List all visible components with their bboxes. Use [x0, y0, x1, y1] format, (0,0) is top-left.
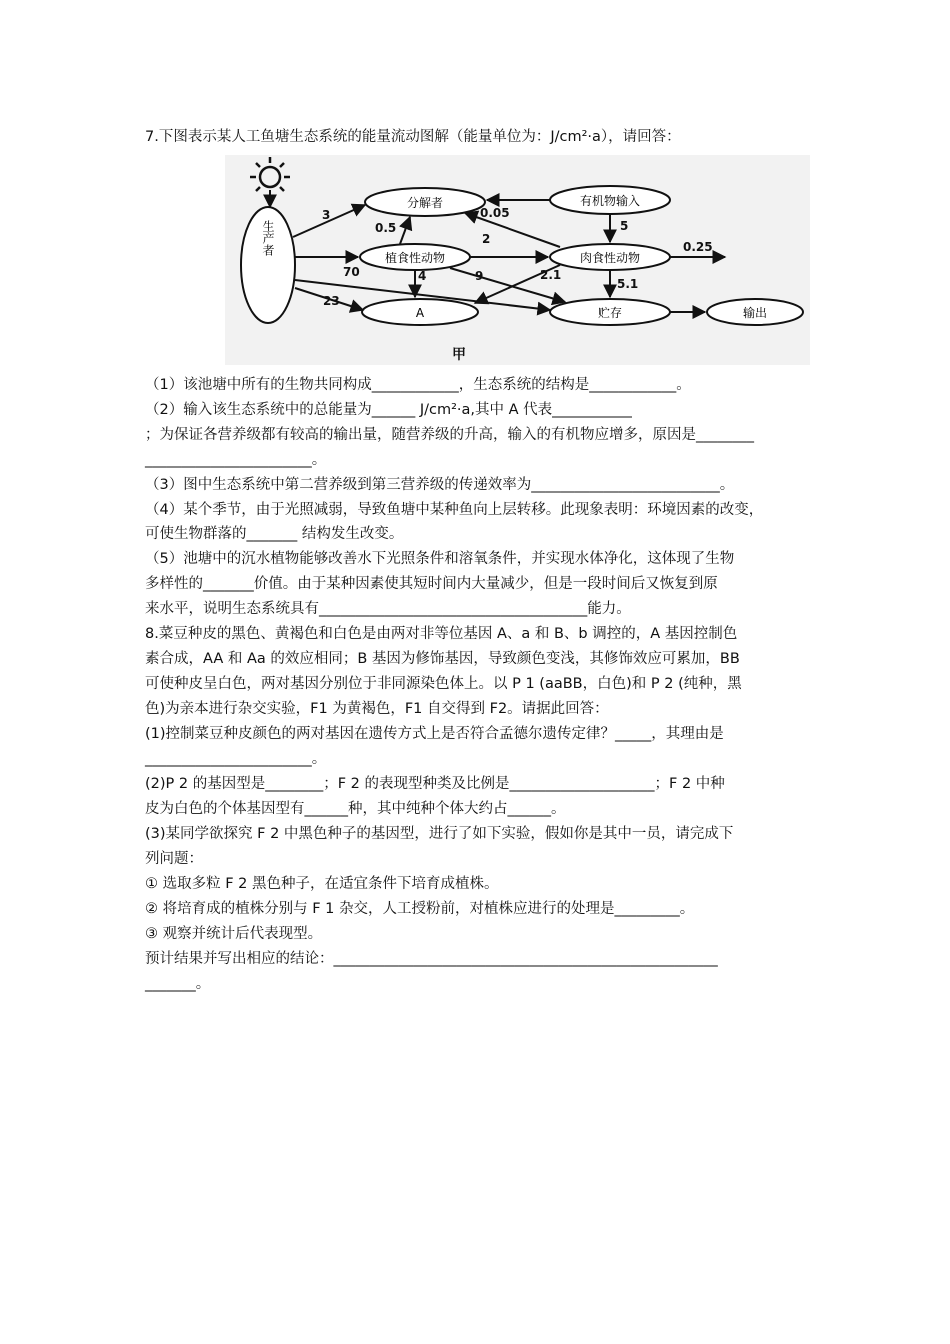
output-label: 输出 — [742, 306, 768, 320]
q8-line: ② 将培育成的植株分别与 F 1 杂交，人工授粉前，对植株应进行的处理是_________。 — [145, 901, 695, 917]
q8-line: 8.菜豆种皮的黑色、黄褐色和白色是由两对非等位基因 A、a 和 B、b 调控的，A 基因控制色 — [145, 626, 738, 642]
diagram-caption: 甲 — [452, 347, 466, 363]
value-carnivore-to-storage: 5.1 — [617, 277, 639, 291]
q7-line: 来水平，说明生态系统具有_____________________________________能力。 — [145, 601, 631, 617]
value-carnivore-out: 0.25 — [683, 240, 713, 254]
q7-line: （1）该池塘中所有的生物共同构成____________，生态系统的结构是____________。 — [145, 377, 691, 393]
value-herbivore-to-A: 4 — [418, 269, 427, 283]
q8-line: (3)某同学欲探究 F 2 中黑色种子的基因型，进行了如下实验，假如你是其中一员，请完成下 — [145, 826, 734, 842]
q8-line: ③ 观察并统计后代表现型。 — [145, 926, 323, 942]
producer-label: 生产者 — [261, 220, 275, 256]
q8-line: _______。 — [145, 976, 211, 992]
value-organic-to-carnivore: 5 — [620, 219, 629, 233]
value-producer-to-herbivore: 70 — [343, 265, 360, 279]
q8-line: (1)控制菜豆种皮颜色的两对基因在遗传方式上是否符合孟德尔遗传定律？_____，其理由是 — [145, 726, 724, 742]
q8-line: 可使种皮呈白色，两对基因分别位于非同源染色体上。以 P 1 (aaBB，白色)和 P 2 (纯种，黑 — [145, 676, 742, 692]
herbivore-label: 植食性动物 — [384, 251, 446, 265]
q7-line: 多样性的_______价值。由于某种因素使其短时间内大量减少，但是一段时间后又恢复到原 — [145, 576, 718, 592]
q7-line: （5）池塘中的沉水植物能够改善水下光照条件和溶氧条件，并实现水体净化，这体现了生物 — [145, 551, 735, 567]
q8-line: 预计结果并写出相应的结论：_____________________________________________________ — [145, 951, 718, 967]
q8-line: (2)P 2 的基因型是________；F 2 的表现型种类及比例是____________________；F 2 中种 — [145, 776, 725, 792]
question-7-title: 7.下图表示某人工鱼塘生态系统的能量流动图解（能量单位为：J/cm²·a），请回答： — [145, 129, 681, 145]
value-herbivore-to-decomposer: 0.5 — [375, 221, 397, 235]
q7-line: 可使生物群落的_______ 结构发生改变。 — [145, 526, 404, 542]
q7-line: （3）图中生态系统中第二营养级到第三营养级的传递效率为__________________________。 — [145, 477, 735, 493]
q8-line: 素合成，AA 和 Aa 的效应相同；B 基因为修饰基因，导致颜色变浅，其修饰效应可累加，BB — [145, 651, 740, 667]
q8-line: _______________________。 — [145, 751, 327, 767]
q8-line: 列问题： — [145, 851, 203, 867]
q7-line: ；为保证各营养级都有较高的输出量，随营养级的升高，输入的有机物应增多，原因是________ — [145, 427, 754, 443]
carnivore-label: 肉食性动物 — [579, 251, 641, 265]
q8-line: ① 选取多粒 F 2 黑色种子，在适宜条件下培育成植株。 — [145, 876, 499, 892]
value-herbivore-to-storage: 9 — [475, 269, 484, 283]
storage-label: 贮存 — [597, 306, 623, 320]
value-producer-to-decomposer: 3 — [322, 208, 331, 222]
q8-line: 皮为白色的个体基因型有______种，其中纯种个体大约占______。 — [145, 801, 566, 817]
value-carnivore-to-A: 2.1 — [540, 268, 562, 282]
organic-input-label: 有机物输入 — [579, 194, 641, 208]
value-carnivore-to-decomposer: 0.05 — [480, 206, 510, 220]
q7-line: （4）某个季节，由于光照减弱，导致鱼塘中某种鱼向上层转移。此现象表明：环境因素的改变， — [145, 502, 764, 518]
q8-line: 色)为亲本进行杂交实验，F1 为黄褐色，F1 自交得到 F2。请据此回答： — [145, 701, 609, 717]
A-label: A — [415, 306, 425, 320]
energy-flow-diagram — [225, 155, 810, 365]
value-herbivore-to-carnivore: 2 — [482, 232, 491, 246]
q7-line: _______________________。 — [145, 452, 327, 468]
value-producer-to-A: 23 — [323, 294, 340, 308]
decomposer-label: 分解者 — [406, 196, 444, 210]
q7-line: （2）输入该生态系统中的总能量为______ J/cm²·a,其中 A 代表___________ — [145, 402, 632, 418]
